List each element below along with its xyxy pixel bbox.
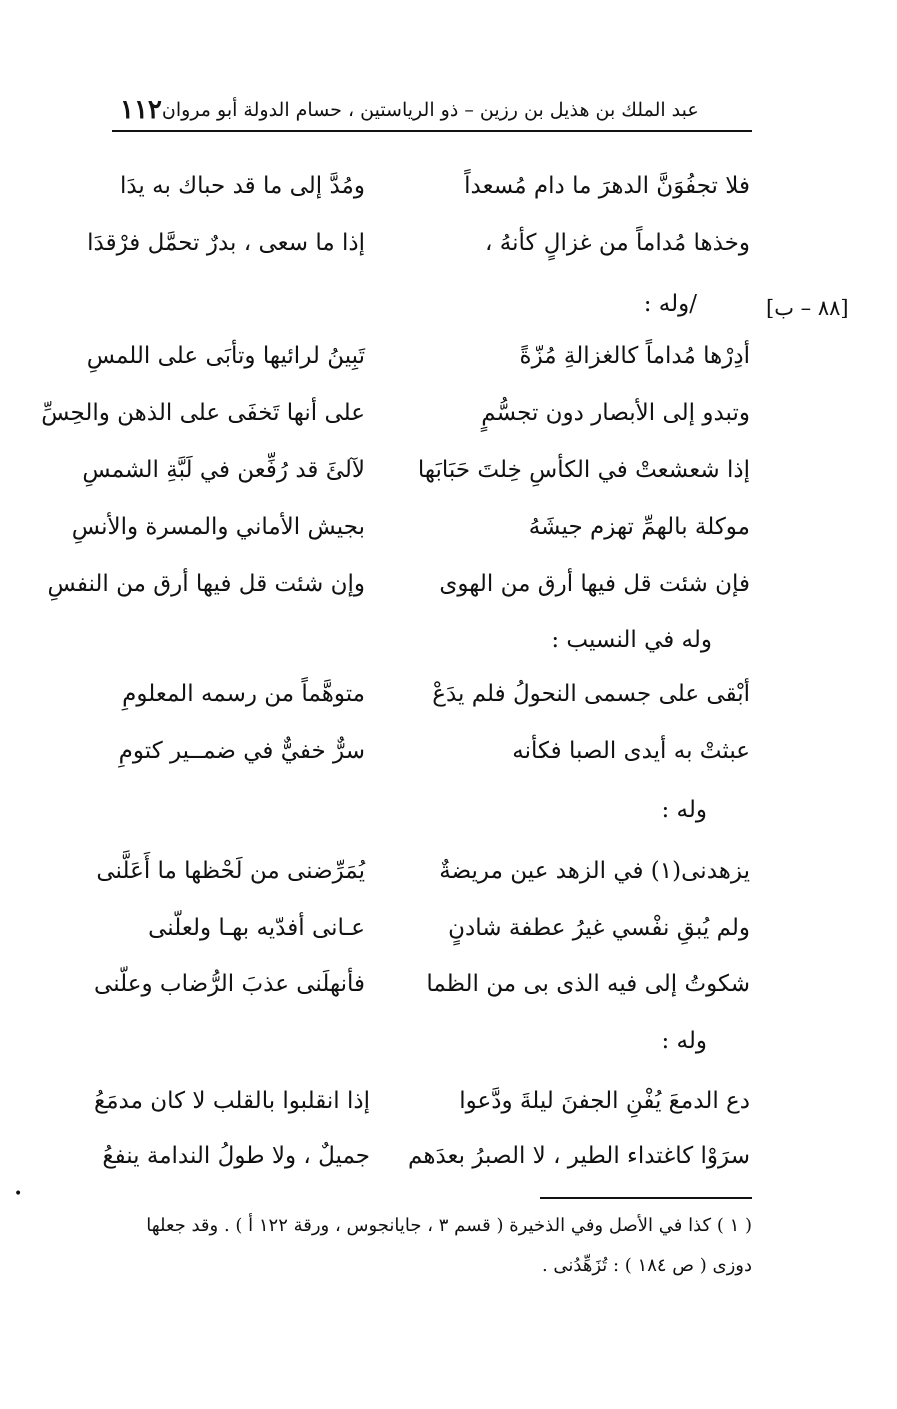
verse-line (47, 563, 750, 605)
verse-first-hemistich: دع الدمعَ يُفْنِ الجفنَ ليلةَ ودَّعوا (459, 1088, 750, 1114)
section-intro: وله في النسيب : (551, 627, 712, 653)
verse-second-hemistich: على أنها تَخفَى على الذهن والحِسِّ (41, 400, 365, 426)
verse-line (87, 222, 750, 264)
verse-line (71, 506, 750, 548)
verse-first-hemistich: شكوتُ إلى فيه الذى بى من الظما (426, 971, 750, 997)
verse-first-hemistich: إذا شعشعتْ في الكأسِ خِلتَ حَبَابَها (417, 457, 750, 483)
verse-line (82, 449, 750, 491)
verse-line (41, 392, 750, 434)
verse-line (86, 335, 750, 377)
verse-line (110, 165, 750, 207)
manuscript-folio-reference: [٨٨ – ب] (766, 296, 849, 320)
section-intro: وله : (661, 1028, 707, 1054)
footnote-line: دوزى ( ص ١٨٤ ) : تُزَهِّدُنى . (541, 1255, 752, 1276)
verse-line (110, 907, 750, 949)
verse-line (110, 673, 750, 715)
verse-first-hemistich: سرَوْا كاغتداء الطير ، لا الصبرُ بعدَهم (408, 1143, 750, 1169)
verse-first-hemistich: ولم يُبقِ نفْسي غيرُ عطفة شادنٍ (448, 915, 750, 941)
header-rule (112, 130, 752, 132)
footnote-line: ( ١ ) كذا في الأصل وفي الذخيرة ( قسم ٣ ، جايانجوس ، ورقة ١٢٢ أ ) . وقد جعلها (146, 1215, 752, 1236)
page-header (110, 90, 747, 130)
verse-second-hemistich: سرٌّ خفيٌّ في ضمــير كتومِ (118, 738, 365, 764)
verse-second-hemistich: إذا ما سعى ، بدرٌ تحمَّل فرْقدَا (87, 230, 365, 256)
verse-second-hemistich: عـانى أفدّيه بهـا ولعلّنى (148, 915, 365, 941)
verse-second-hemistich: يُمَرِّضنى من لَحْظها ما أَعَلَّنى (96, 858, 365, 884)
verse-first-hemistich: وتبدو إلى الأبصار دون تجسُّمٍ (481, 400, 750, 426)
verse-second-hemistich: فأنهلَنى عذبَ الرُّضاب وعلّنى (94, 971, 365, 997)
verse-second-hemistich: وإن شئت قل فيها أرق من النفسِ (47, 571, 365, 597)
verse-first-hemistich: وخذها مُداماً من غزالٍ كأنهُ ، (485, 230, 750, 256)
verse-second-hemistich: ومُدَّ إلى ما قد حباك به يدَا (119, 173, 365, 199)
verse-second-hemistich: متوهَّماً من رسمه المعلومِ (122, 681, 365, 707)
verse-line (110, 730, 750, 772)
section-intro: وله : (661, 797, 707, 823)
page-number: ١١٢ (120, 95, 162, 125)
footnote-rule (540, 1197, 752, 1199)
verse-first-hemistich: فلا تجفُوَنَّ الدهرَ ما دام مُسعداً (464, 173, 750, 199)
verse-first-hemistich: أدِرْها مُداماً كالغزالةِ مُزّةً (519, 343, 750, 369)
verse-first-hemistich: عبثتْ به أيدى الصبا فكأنه (512, 738, 750, 764)
verse-line (96, 850, 750, 892)
verse-second-hemistich: جميلٌ ، ولا طولُ الندامة ينفعُ (102, 1143, 370, 1169)
verse-second-hemistich: إذا انقلبوا بالقلب لا كان مدمَعُ (94, 1088, 370, 1114)
verse-line (80, 1135, 750, 1177)
stray-mark: • (14, 1186, 23, 1202)
verse-first-hemistich: فإن شئت قل فيها أرق من الهوى (439, 571, 750, 597)
verse-second-hemistich: بجيش الأماني والمسرة والأنسِ (71, 514, 365, 540)
verse-second-hemistich: تَبِينُ لرائيها وتأبَى على اللمسِ (86, 343, 365, 369)
verse-line (80, 1080, 750, 1122)
section-intro: /وله : (643, 291, 697, 317)
verse-first-hemistich: يزهدنى(١) في الزهد عين مريضةٌ (439, 858, 750, 884)
verse-first-hemistich: موكلة بالهمِّ تهزم جيشَهُ (528, 514, 750, 540)
verse-second-hemistich: لآلئَ قد رُفِّعن في لَبَّةِ الشمسِ (82, 457, 365, 483)
verse-first-hemistich: أبْقى على جسمى النحولُ فلم يدَعْ (432, 681, 750, 707)
running-title: عبد الملك بن هذيل بن رزين – ذو الرياستين ، حسام الدولة أبو مروان (161, 99, 699, 121)
verse-line (94, 963, 750, 1005)
